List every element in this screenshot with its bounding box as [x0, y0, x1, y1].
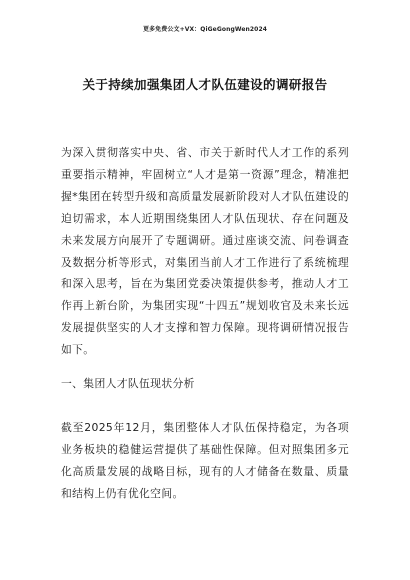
intro-paragraph: 为深入贯彻落实中央、省、市关于新时代人才工作的系列重要指示精神，牢固树立“人才是第一资源”理念，精准把握*集团在转型升级和高质量发展新阶段对人才队伍建设的迫切需求，本人近期围绕集团人才队伍现状、存在问题及未来发展方向展开了专题调研。通过座谈交流、问卷调查及数据分析等形式，对集团当前人才工作进行了系统梳理和深入思考，旨在为集团党委决策提供参考，推动人才工作再上新台阶，为集团实现“十四五”规划收官及未来长远发展提供坚实的人才支撑和智力保障。现将调研情况报告如下。: [61, 146, 349, 357]
section-heading: 一、集团人才队伍现状分析: [61, 377, 195, 390]
document-title: 关于持续加强集团人才队伍建设的调研报告: [82, 77, 328, 92]
section-paragraph: 截至2025年12月，集团整体人才队伍保持稳定，为各项业务板块的稳健运营提供了基础性保障。但对照集团多元化高质量发展的战略目标，现有的人才储备在数量、质量和结构上仍有优化空间。: [61, 421, 349, 500]
header-note: 更多免费公文+VX：QiGeGongWen2024: [142, 26, 267, 33]
